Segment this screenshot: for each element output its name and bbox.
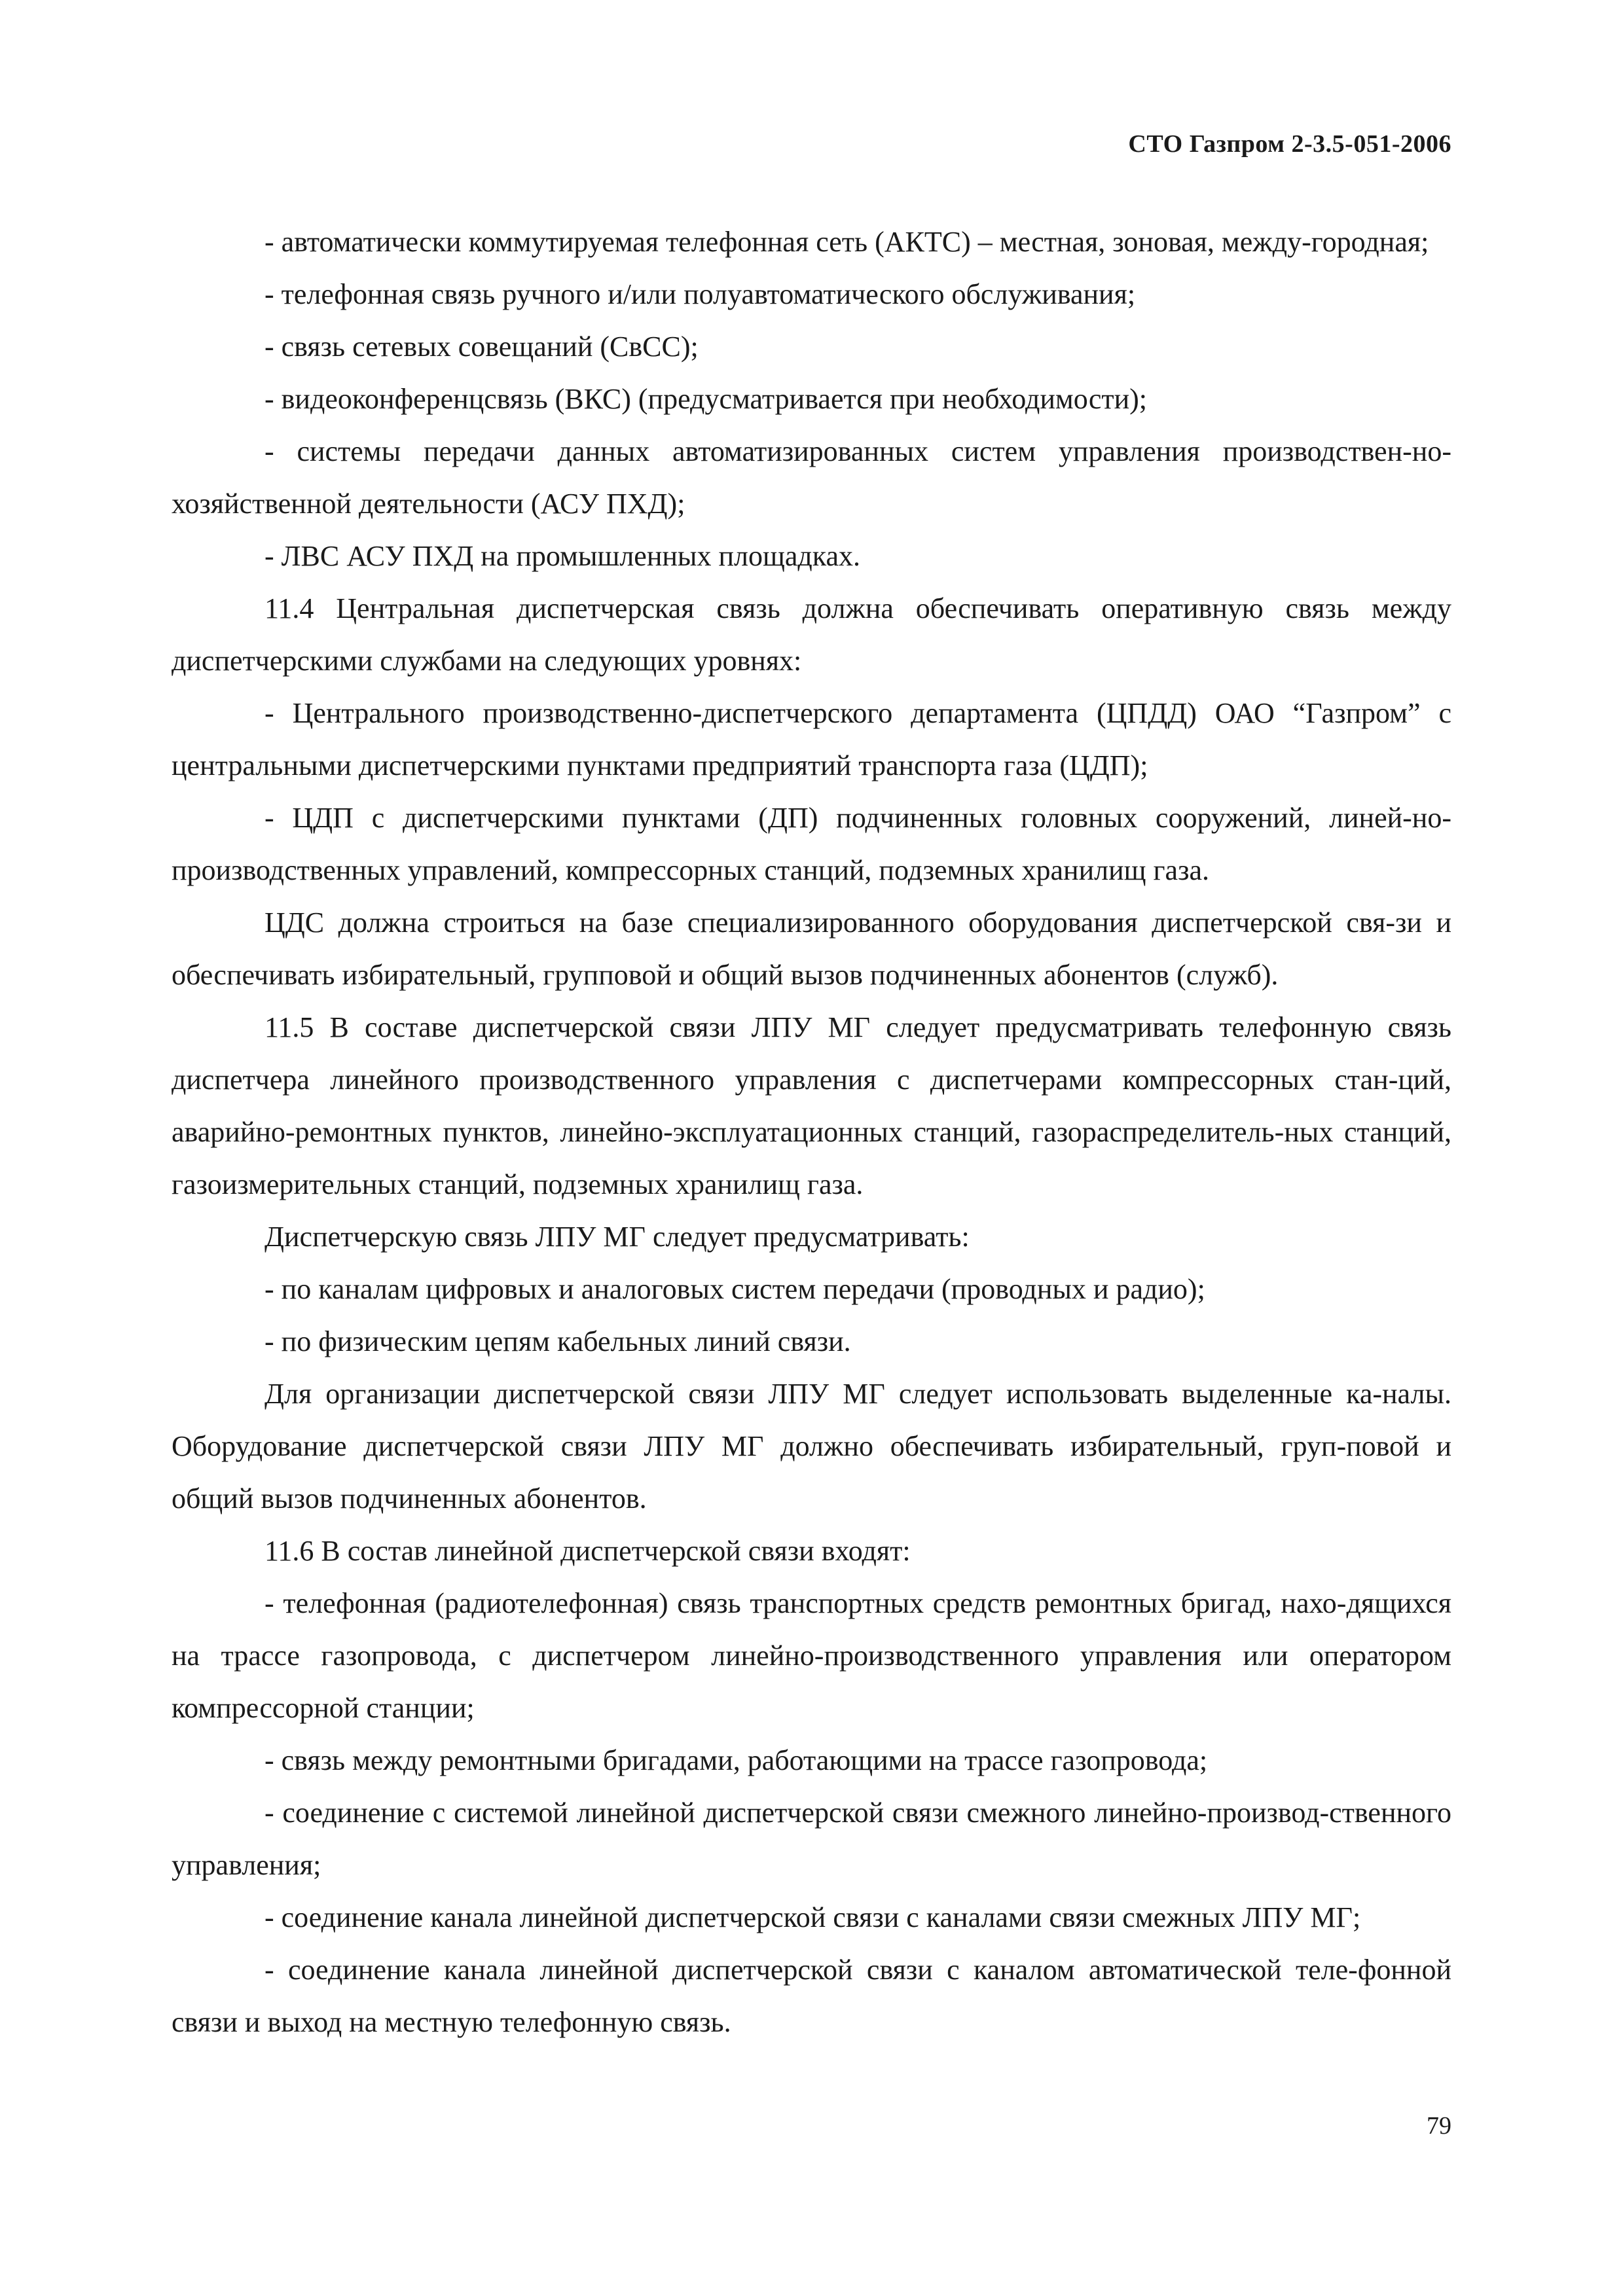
paragraph: 11.5 В составе диспетчерской связи ЛПУ МГ следует предусматривать телефонную связь диспетчера линейного производственного управления с диспетчерами компрессорных стан-ций, аварийно-ремонтных пунктов, линейно-эксплуатационных станций, газораспределитель-ных станций, газоизмерительных станций, подземных хранилищ газа. — [172, 1011, 1451, 1200]
paragraph: Диспетчерскую связь ЛПУ МГ следует предусматривать: — [264, 1221, 970, 1253]
paragraph: - системы передачи данных автоматизированных систем управления производствен-но-хозяйственной деятельности (АСУ ПХД); — [172, 435, 1451, 520]
document-body — [172, 216, 1451, 2049]
paragraph: - по каналам цифровых и аналоговых систем передачи (проводных и радио); — [264, 1273, 1205, 1305]
paragraph: - автоматически коммутируемая телефонная сеть (АКТС) – местная, зоновая, между-городная; — [264, 226, 1429, 258]
paragraph: - телефонная связь ручного и/или полуавтоматического обслуживания; — [264, 278, 1136, 310]
paragraph: - соединение канала линейной диспетчерской связи с каналами связи смежных ЛПУ МГ; — [264, 1901, 1361, 1933]
paragraph: - ЛВС АСУ ПХД на промышленных площадках. — [264, 540, 861, 572]
paragraph: - видеоконференцсвязь (ВКС) (предусматривается при необходимости); — [264, 383, 1147, 415]
paragraph: - связь между ремонтными бригадами, работающими на трассе газопровода; — [264, 1744, 1208, 1776]
paragraph: ЦДС должна строиться на базе специализированного оборудования диспетчерской свя-зи и обеспечивать избирательный, групповой и общий вызов подчиненных абонентов (служб). — [172, 906, 1451, 991]
paragraph: - ЦДП с диспетчерскими пунктами (ДП) подчиненных головных сооружений, линей-но-производственных управлений, компрессорных станций, подземных хранилищ газа. — [172, 802, 1451, 886]
document-code-header: СТО Газпром 2-3.5-051-2006 — [1128, 130, 1451, 158]
paragraph: - соединение канала линейной диспетчерской связи с каналом автоматической теле-фонной связи и выход на местную телефонную связь. — [172, 1954, 1451, 2038]
paragraph: 11.4 Центральная диспетчерская связь должна обеспечивать оперативную связь между диспетчерскими службами на следующих уровнях: — [172, 592, 1451, 677]
paragraph: - телефонная (радиотелефонная) связь транспортных средств ремонтных бригад, нахо-дящихся на трассе газопровода, с диспетчером линейно-производственного управления или оператором компрессорной станции; — [172, 1587, 1451, 1724]
paragraph: - по физическим цепям кабельных линий связи. — [264, 1325, 851, 1357]
paragraph: - Центрального производственно-диспетчерского департамента (ЦПДД) ОАО “Газпром” с центральными диспетчерскими пунктами предприятий транспорта газа (ЦДП); — [172, 697, 1451, 781]
paragraph: - соединение с системой линейной диспетчерской связи смежного линейно-производ-ственного управления; — [172, 1797, 1451, 1881]
paragraph: Для организации диспетчерской связи ЛПУ МГ следует использовать выделенные ка-налы. Оборудование диспетчерской связи ЛПУ МГ должно обеспечивать избирательный, груп-повой и общий вызов подчиненных абонентов. — [172, 1378, 1451, 1515]
paragraph: 11.6 В состав линейной диспетчерской связи входят: — [264, 1535, 911, 1567]
page-number: 79 — [1427, 2112, 1451, 2140]
paragraph: - связь сетевых совещаний (СвСС); — [264, 331, 699, 363]
